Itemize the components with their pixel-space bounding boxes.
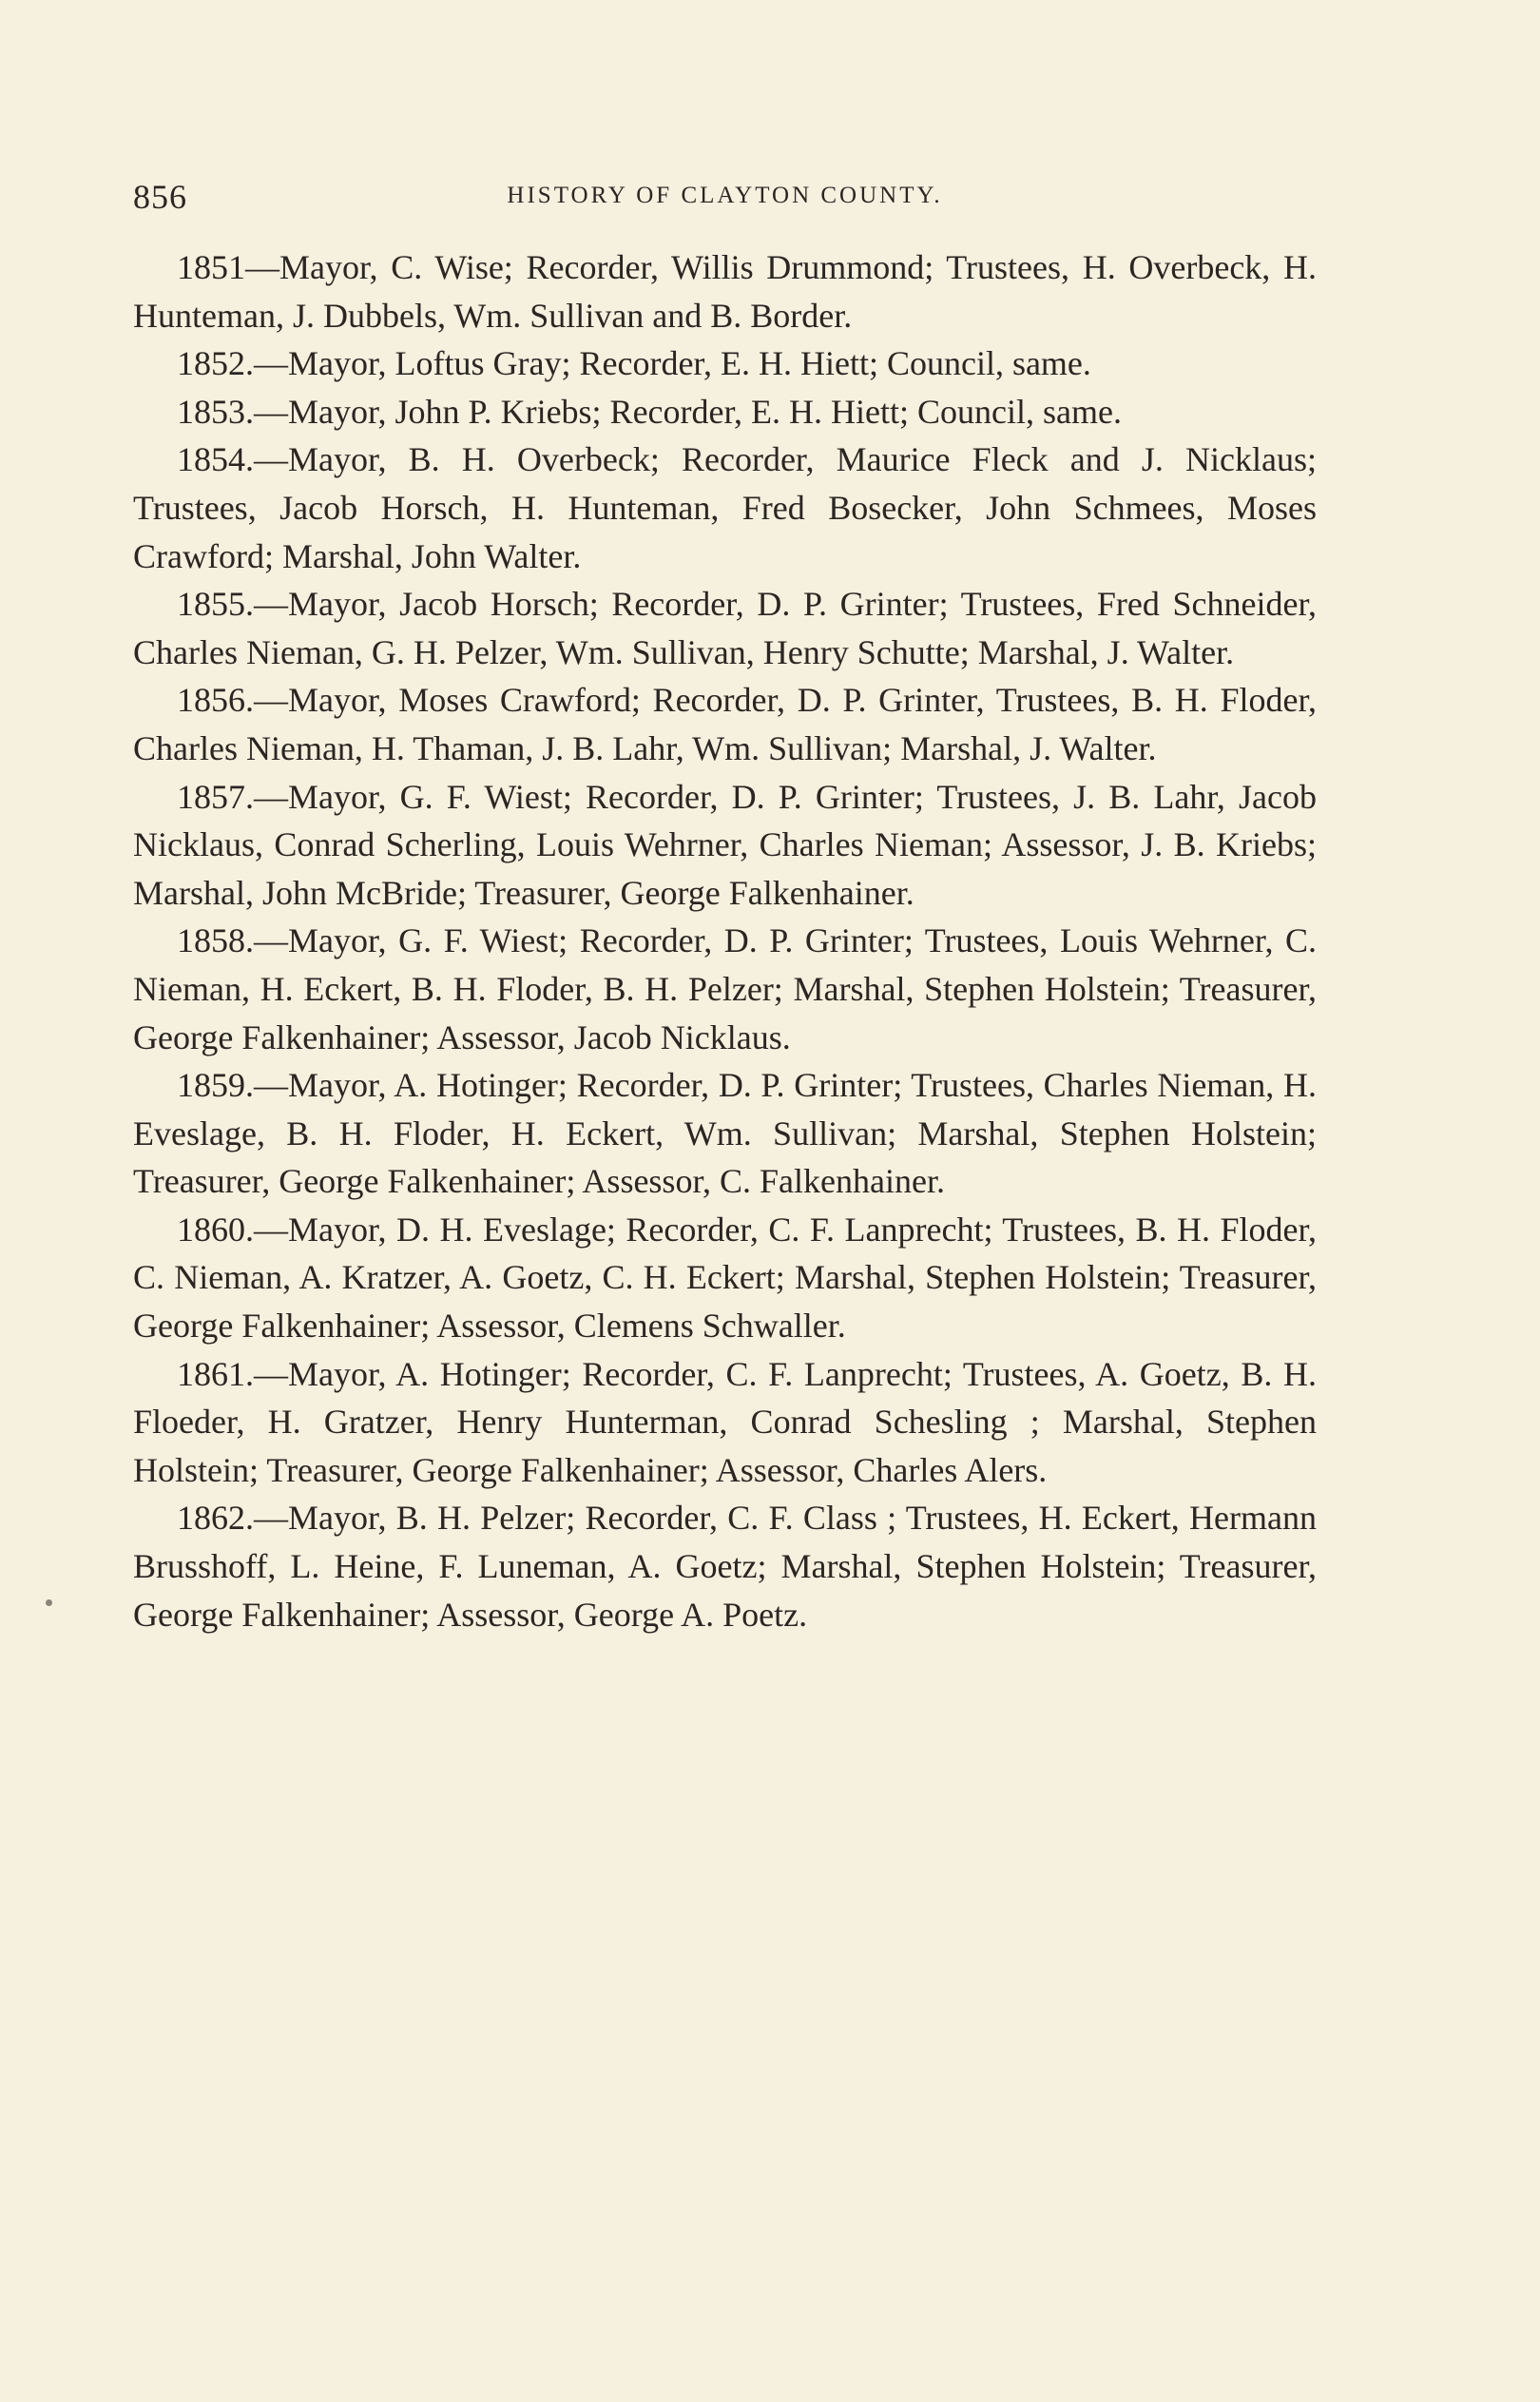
entry-1859: 1859.—Mayor, A. Hotinger; Recorder, D. P. Grinter; Trustees, Charles Nieman, H. Eveslage, B. H. Floder, H. Eckert, Wm. Sullivan; Marshal, Stephen Holstein; Treasurer, George Falkenhainer; Assessor, C. Falkenhainer. bbox=[133, 1066, 1317, 1201]
entry-1853: 1853.—Mayor, John P. Kriebs; Recorder, E. H. Hiett; Council, same. bbox=[177, 392, 1122, 431]
entry-1856: 1856.—Mayor, Moses Crawford; Recorder, D. P. Grinter, Trustees, B. H. Floder, Charles Nieman, H. Thaman, J. B. Lahr, Wm. Sullivan; Marshal, J. Walter. bbox=[133, 681, 1317, 767]
entry-1858: 1858.—Mayor, G. F. Wiest; Recorder, D. P. Grinter; Trustees, Louis Wehrner, C. Nieman, H. Eckert, B. H. Floder, B. H. Pelzer; Marshal, Stephen Holstein; Treasurer, George Falkenhainer; Assessor, Jacob Nicklaus. bbox=[133, 921, 1317, 1056]
print-speck bbox=[46, 1599, 52, 1606]
entry-1854: 1854.—Mayor, B. H. Overbeck; Recorder, Maurice Fleck and J. Nicklaus; Trustees, Jacob Horsch, H. Hunteman, Fred Bosecker, John Schmees, Moses Crawford; Marshal, John Walter. bbox=[133, 440, 1317, 575]
entry-1860: 1860.—Mayor, D. H. Eveslage; Recorder, C. F. Lanprecht; Trustees, B. H. Floder, C. Nieman, A. Kratzer, A. Goetz, C. H. Eckert; Marshal, Stephen Holstein; Treasurer, George Falkenhainer; Assessor, Clemens Schwaller. bbox=[133, 1210, 1317, 1346]
entries-list bbox=[133, 243, 1317, 1638]
running-head bbox=[133, 177, 1317, 224]
entry-1862: 1862.—Mayor, B. H. Pelzer; Recorder, C. F. Class ; Trustees, H. Eckert, Hermann Brusshoff, L. Heine, F. Luneman, A. Goetz; Marshal, Stephen Holstein; Treasurer, George Falkenhainer; Assessor, George A. Poetz. bbox=[133, 1499, 1317, 1634]
entry-1855: 1855.—Mayor, Jacob Horsch; Recorder, D. P. Grinter; Trustees, Fred Schneider, Charles Nieman, G. H. Pelzer, Wm. Sullivan, Henry Schutte; Marshal, J. Walter. bbox=[133, 585, 1317, 671]
entry-1857: 1857.—Mayor, G. F. Wiest; Recorder, D. P. Grinter; Trustees, J. B. Lahr, Jacob Nicklaus, Conrad Scherling, Louis Wehrner, Charles Nieman; Assessor, J. B. Kriebs; Marshal, John McBride; Treasurer, George Falkenhainer. bbox=[133, 777, 1317, 912]
page-body bbox=[133, 177, 1317, 1638]
page-number: 856 bbox=[133, 178, 187, 216]
running-title: HISTORY OF CLAYTON COUNTY. bbox=[507, 183, 943, 208]
entry-1851: 1851—Mayor, C. Wise; Recorder, Willis Drummond; Trustees, H. Overbeck, H. Hunteman, J. Dubbels, Wm. Sullivan and B. Border. bbox=[133, 248, 1317, 335]
entry-1861: 1861.—Mayor, A. Hotinger; Recorder, C. F. Lanprecht; Trustees, A. Goetz, B. H. Floeder, H. Gratzer, Henry Hunterman, Conrad Schesling ; Marshal, Stephen Holstein; Treasurer, George Falkenhainer; Assessor, Charles Alers. bbox=[133, 1354, 1317, 1489]
entry-1852: 1852.—Mayor, Loftus Gray; Recorder, E. H. Hiett; Council, same. bbox=[177, 344, 1091, 383]
